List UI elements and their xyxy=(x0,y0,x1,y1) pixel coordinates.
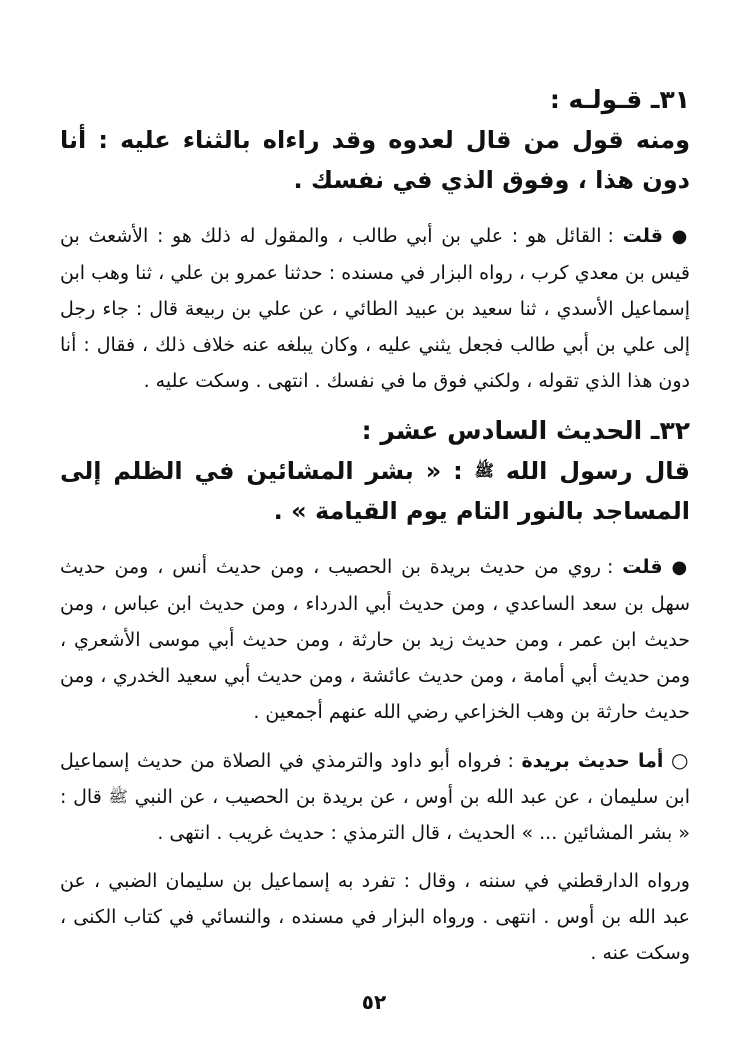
section-31-note xyxy=(60,218,690,399)
note-label: قلت xyxy=(622,556,663,578)
final-paragraph: ورواه الدارقطني في سننه ، وقال : تفرد به إسماعيل بن سليمان الضبي ، عن عبد الله بن أوس . انتهى . ورواه البزار في مسنده ، والنسائي في كتاب الكنى ، وسكت عنه . xyxy=(60,870,690,964)
buraida-paragraph xyxy=(60,742,690,851)
document-page xyxy=(60,80,690,983)
bullet-icon: ● xyxy=(671,226,691,247)
quote-part-a: قال رسول الله xyxy=(505,457,691,485)
section-32-note xyxy=(60,549,690,730)
page-number: ٥٢ xyxy=(361,990,387,1014)
salawat-icon: ﷺ xyxy=(474,461,494,480)
salawat-icon: ﷺ xyxy=(108,787,128,806)
buraida-text-a: : فرواه أبو داود والترمذي في الصلاة من حديث إسماعيل ابن سليمان ، عن عبد الله بن أوس ، عن بريدة بن الحصيب ، عن النبي xyxy=(60,750,691,808)
bullet-icon: ● xyxy=(671,557,690,578)
section-32-heading: ٣٢ـ الحديث السادس عشر : xyxy=(361,416,690,445)
note-label: قلت xyxy=(622,225,663,247)
quote-part-b: : « بشر المشائين في الظلم إلى المساجد بالنور التام يوم القيامة » . xyxy=(60,457,690,525)
buraida-label: أما حديث بريدة xyxy=(521,750,664,772)
note-text: : القائل هو : علي بن أبي طالب ، والمقول له ذلك هو : الأشعث بن قيس بن معدي كرب ، رواه البزار في مسنده : حدثنا عمرو بن علي ، ثنا وهب ابن إسماعيل الأسدي ، ثنا سعيد بن عبيد الطائي ، عن علي بن ربيعة قال : جاء رجل إلى علي بن أبي طالب فجعل يثني عليه ، وكان يبلغه عنه خلاف ذلك ، فقال : أنا دون هذا الذي تقوله ، ولكني فوق ما في نفسك . انتهى . وسكت عليه . xyxy=(60,225,690,392)
section-31-heading: ٣١ـ قـولـه : xyxy=(549,85,690,114)
note-text: : روي من حديث بريدة بن الحصيب ، ومن حديث أنس ، ومن حديث سهل بن سعد الساعدي ، ومن حديث أبي الدرداء ، ومن حديث ابن عباس ، ومن حديث ابن عمر ، ومن حديث زيد بن حارثة ، ومن حديث أبي موسى الأشعري ، ومن حديث أبي أمامة ، ومن حديث عائشة ، ومن حديث أبي سعيد الخدري ، ومن حديث حارثة بن وهب الخزاعي رضي الله عنهم أجمعين . xyxy=(60,556,690,723)
buraida-text-b: قال : « بشر المشائين ... » الحديث ، قال الترمذي : حديث غريب . انتهى . xyxy=(60,786,690,844)
circle-bullet-icon: ○ xyxy=(670,748,690,772)
section-31-quote: ومنه قول من قال لعدوه وقد راءاه بالثناء عليه : أنا دون هذا ، وفوق الذي في نفسك . xyxy=(60,126,690,194)
section-32-quote xyxy=(60,451,690,531)
